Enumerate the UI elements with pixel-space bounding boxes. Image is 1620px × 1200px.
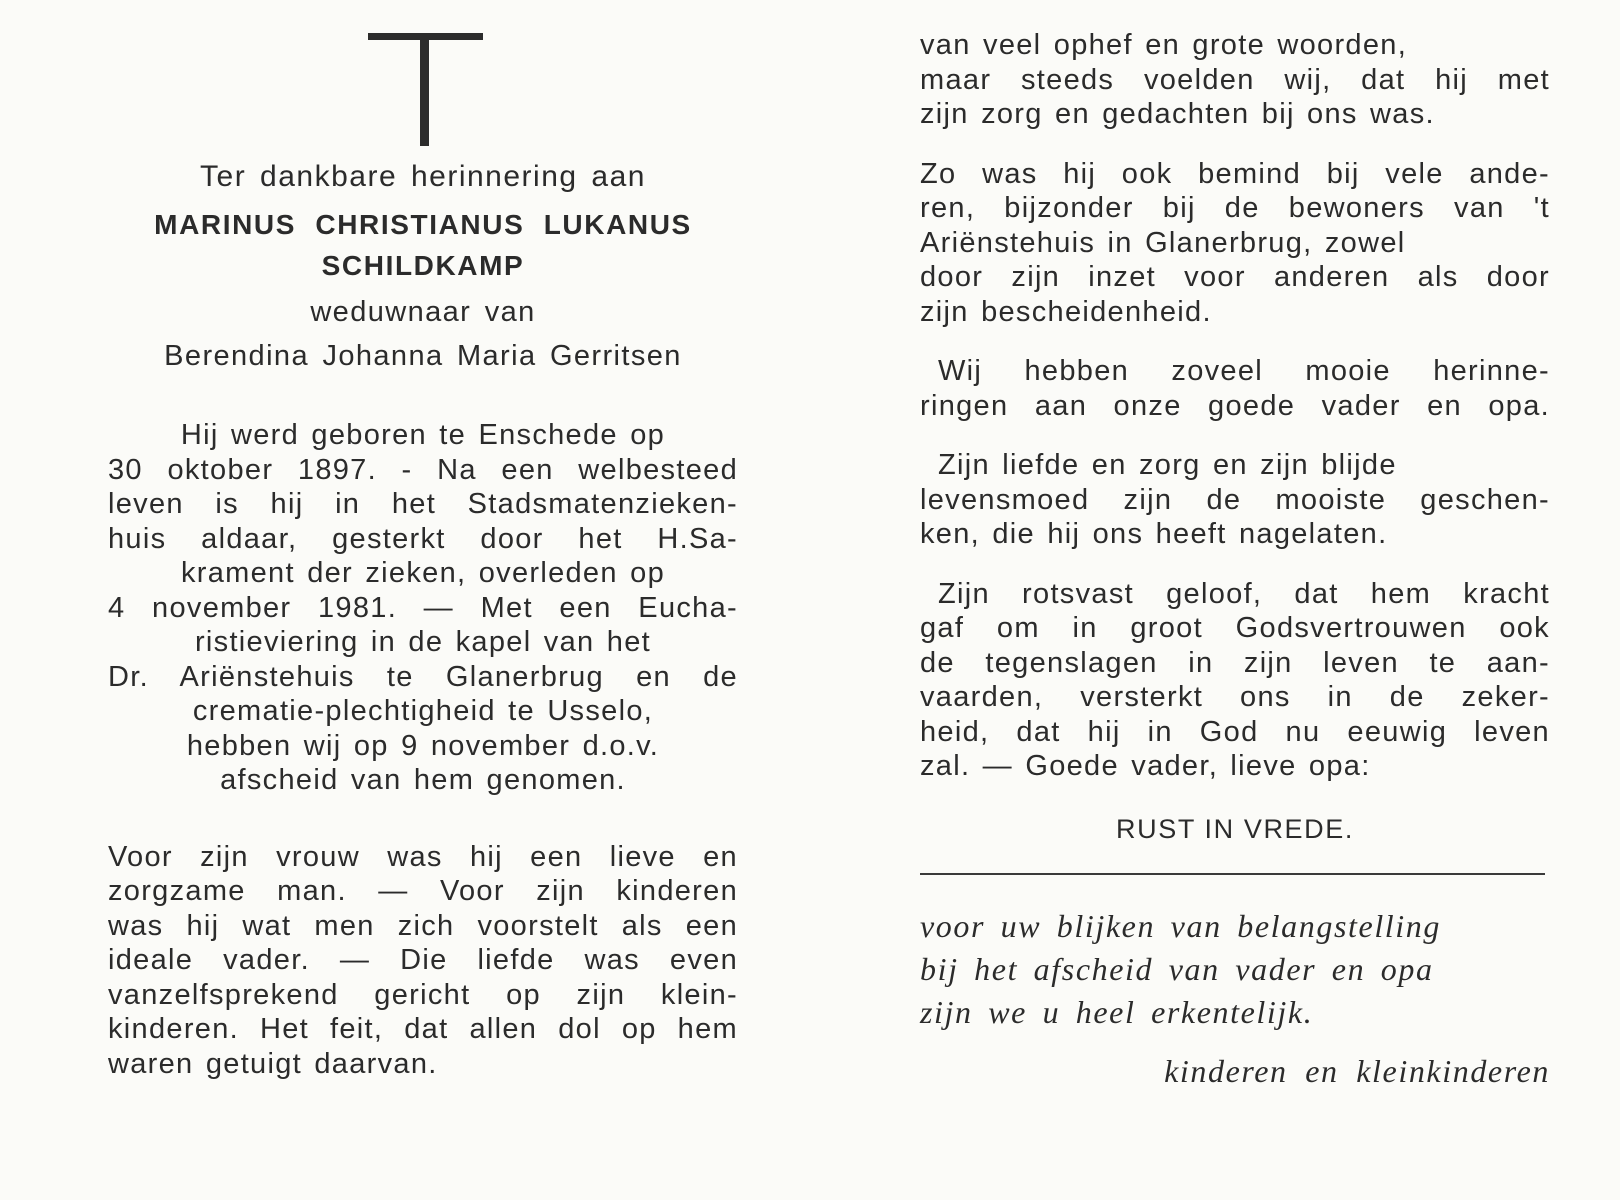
left-panel: [108, 155, 738, 1081]
text-line: ideale vader. — Die liefde was even: [108, 944, 738, 976]
text-line: Voor zijn vrouw was hij een lieve en: [108, 840, 738, 873]
divider: [920, 873, 1545, 875]
paragraph-faith: [920, 577, 1550, 784]
text-line: zijn we u heel erkentelijk.: [920, 993, 1314, 1030]
text-line: huis aldaar, gesterkt door het H.Sa-: [108, 522, 738, 555]
text-line: voor uw blijken van belangstelling: [920, 907, 1441, 944]
text-line: 30 oktober 1897. - Na een welbesteed: [108, 453, 738, 486]
text-line: was hij wat men zich voorstelt als een: [108, 909, 738, 942]
text-line: krament der zieken, overleden op: [180, 557, 665, 589]
text-line: kinderen. Het feit, dat allen dol op hem: [108, 1013, 738, 1045]
text-line: van veel ophef en grote woorden,: [920, 29, 1408, 61]
thanks-note: [920, 905, 1550, 1034]
text-line: heid, dat hij in God nu eeuwig leven: [920, 715, 1550, 748]
text-line: ringen aan onze goede vader en opa.: [920, 389, 1550, 422]
text-line: door zijn inzet voor anderen als door: [920, 261, 1550, 293]
rest-in-peace: RUST IN VREDE.: [1116, 813, 1354, 844]
text-line: vaarden, versterkt ons in de zeker-: [920, 681, 1550, 713]
birth-paragraph: [108, 418, 738, 798]
text-line: Zijn rotsvast geloof, dat hem kracht: [938, 577, 1550, 610]
text-line: ristieviering in de kapel van het: [194, 626, 652, 658]
text-line: 4 november 1981. — Met een Eucha-: [108, 591, 738, 624]
text-line: crematie-plechtigheid te Usselo,: [192, 695, 654, 727]
wife-paragraph: [108, 840, 738, 1082]
widower-line: weduwnaar van: [310, 296, 536, 328]
signature: kinderen en kleinkinderen: [1164, 1052, 1550, 1089]
text-line: zorgzame man. — Voor zijn kinderen: [108, 875, 738, 907]
text-line: ken, die hij ons heeft nagelaten.: [920, 518, 1388, 550]
text-line: zijn bescheidenheid.: [920, 295, 1212, 328]
text-line: waren getuigt daarvan.: [108, 1047, 438, 1080]
text-line: gaf om in groot Godsvertrouwen ook: [920, 612, 1550, 644]
deceased-name-line1: MARINUS CHRISTIANUS LUKANUS: [154, 209, 692, 240]
text-line: leven is hij in het Stadsmatenzieken-: [108, 488, 738, 520]
text-line: Wij hebben zoveel mooie herinne-: [938, 355, 1550, 387]
text-line: de tegenslagen in zijn leven te aan-: [920, 646, 1550, 679]
text-line: bij het afscheid van vader en opa: [920, 950, 1434, 987]
paragraph-love: [920, 448, 1550, 552]
text-line: levensmoed zijn de mooiste geschen-: [920, 483, 1550, 516]
text-line: Zijn liefde en zorg en zijn blijde: [938, 449, 1397, 481]
text-line: zijn zorg en gedachten bij ons was.: [920, 98, 1435, 130]
text-line: Dr. Ariënstehuis te Glanerbrug en de: [108, 660, 738, 693]
text-line: Ariënstehuis in Glanerbrug, zowel: [920, 226, 1406, 259]
deceased-name-line2: SCHILDKAMP: [321, 250, 525, 281]
paragraph-memories: [920, 354, 1550, 423]
spouse-name: Berendina Johanna Maria Gerritsen: [164, 340, 682, 372]
intro-line: Ter dankbare herinnering aan: [200, 160, 646, 193]
paragraph-beloved: [920, 157, 1550, 330]
text-line: hebben wij op 9 november d.o.v.: [186, 729, 660, 762]
paragraph-character: [920, 28, 1550, 132]
cross-icon: [368, 33, 483, 148]
text-line: vanzelfsprekend gericht op zijn klein-: [108, 978, 738, 1011]
text-line: ren, bijzonder bij de bewoners van 't: [920, 192, 1550, 224]
right-panel: [920, 28, 1550, 1093]
text-line: Zo was hij ook bemind bij vele ande-: [920, 157, 1550, 190]
text-line: Hij werd geboren te Enschede op: [180, 419, 666, 451]
text-line: afscheid van hem genomen.: [220, 764, 626, 796]
text-line: zal. — Goede vader, lieve opa:: [920, 750, 1371, 782]
text-line: maar steeds voelden wij, dat hij met: [920, 63, 1550, 96]
